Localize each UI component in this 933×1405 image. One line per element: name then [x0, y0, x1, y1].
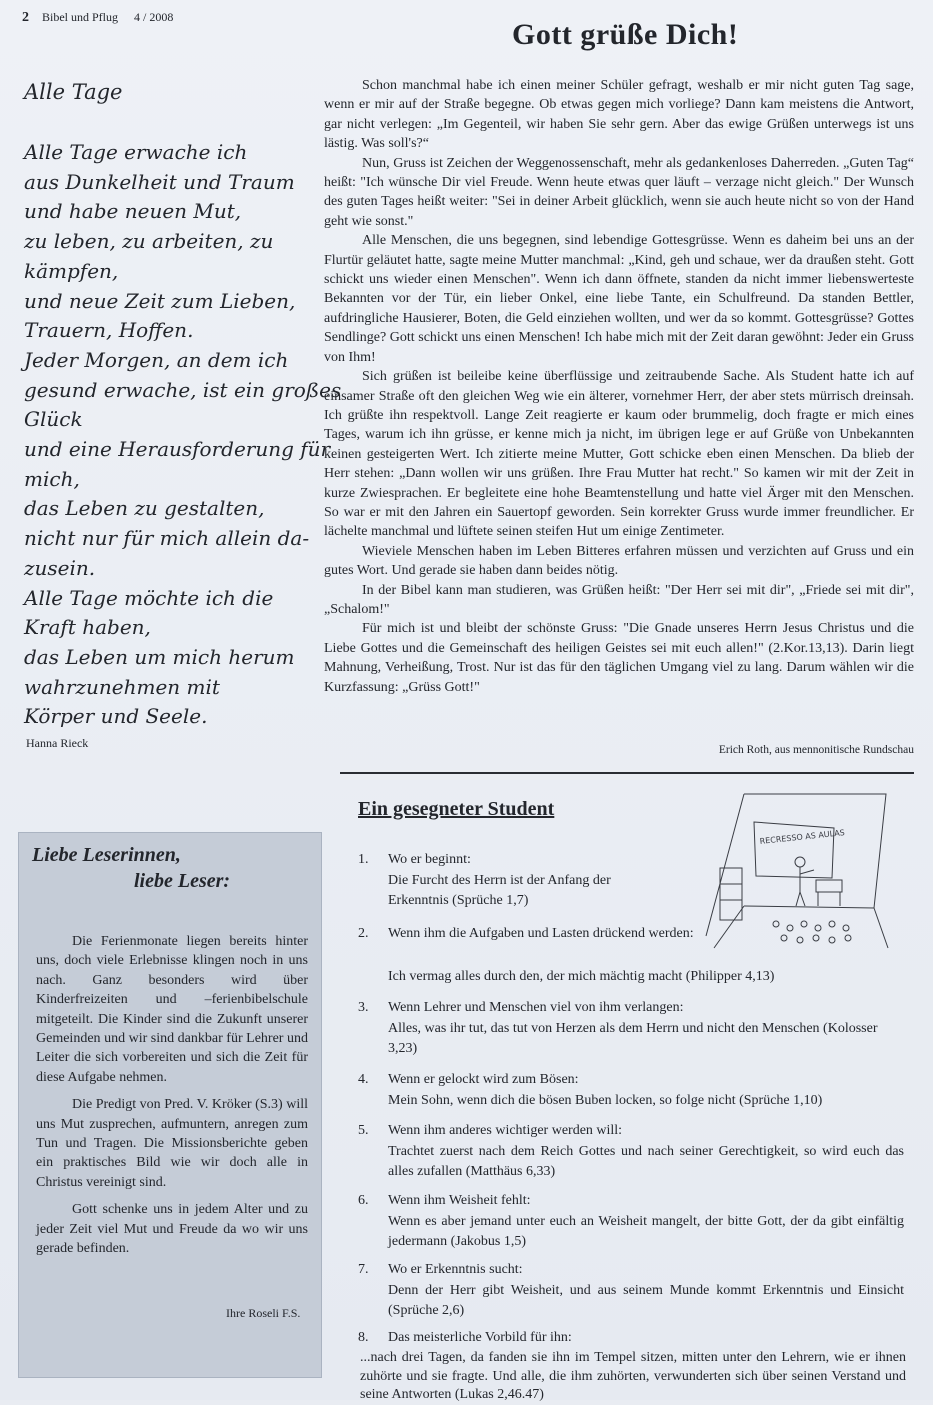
student-section-title: Ein gesegneter Student	[358, 798, 555, 820]
poem-body	[24, 138, 342, 732]
illustration-board-text: RECRESSO AS AULAS	[759, 828, 846, 846]
item-number: 7.	[358, 1262, 369, 1277]
item-answer: Denn der Herr gibt Weisheit, und aus seinem Munde kommt Erkenntnis und Einsicht (Sprüche 2,6)	[388, 1282, 904, 1318]
poem-line: Jeder Morgen, an dem ich	[24, 347, 289, 372]
item-answer: ...nach drei Tagen, da fanden sie ihn im Tempel sitzen, mitten unter den Lehrern, wie er ihnen zuhörte und sie fragte. Und alle, die ihm zuhörten, verwunderten sich über seinen Verstand und seine Antworten (Lukas 2,46.47)	[360, 1350, 906, 1402]
item-question: Das meisterliche Vorbild für ihn:	[388, 1330, 572, 1345]
publication-name: Bibel und Pflug	[42, 10, 119, 24]
item-number: 3.	[358, 1000, 369, 1015]
item-answer: Alles, was ihr tut, das tut von Herzen als dem Herrn und nicht den Menschen (Kolosser 3,23)	[388, 1020, 878, 1056]
letter-signature: Ihre Roseli F.S.	[226, 1306, 301, 1320]
letter-paragraph: Die Predigt von Pred. V. Kröker (S.3) will uns Mut zusprechen, aufmuntern, anregen zum Tun und Tragen. Die Missionsberichte geben ein praktisches Bild wie wir doch alle in Christus vereinigt sind.	[36, 1097, 308, 1190]
letter-body	[36, 932, 308, 1267]
poem-line: und eine Herausforderung für	[24, 437, 331, 462]
item-answer: Mein Sohn, wenn dich die bösen Buben locken, so folge nicht (Sprüche 1,10)	[388, 1092, 823, 1108]
poem-line: Kraft haben,	[24, 615, 151, 640]
article-attribution: Erich Roth, aus mennonitische Rundschau	[718, 744, 914, 756]
poem-line: mich,	[24, 466, 80, 491]
article-paragraph: Alle Menschen, die uns begegnen, sind lebendige Gottesgrüsse. Wenn es daheim bei uns an der Flurtür geläutet hatte, sagte meine Mutter manchmal: „Kind, geh und schaue, wer da draußen steht. Gott schickt uns wieder einen Menschen". Wenn ich dann öffnete, standen da nicht immer liebenswerteste Bekannten vor der Tür, ein lieber Onkel, eine liebe Tante, ein Schulfreund. Da standen Bettler, aufdringliche Hausierer, Boten, die Geld einziehen wollten, und wer da so kommt. Gottesgrüsse? Gottes Sendlinge? Gott schickt uns einen Menschen! Ich habe mich mit der Zeit daran gewöhnt: Jeder ein Gruss von Ihm!	[324, 233, 914, 365]
article-title: Gott grüße Dich!	[512, 18, 739, 51]
article-paragraph: Für mich ist und bleibt der schönste Gruss: "Die Gnade unseres Herrn Jesus Christus und die Liebe Gottes und die Gemeinschaft des heiligen Geistes sei mit euch allen!" (2.Kor.13,13). Darin liegt Mahnung, Verheißung, Trost. Nur ist das für den täglichen Umgang viel zu lang. Darum wählen wir die Kurzfassung: „Grüss Gott!"	[324, 621, 914, 695]
classroom-illustration	[704, 788, 890, 950]
poem-author: Hanna Rieck	[26, 736, 89, 750]
item-number: 6.	[358, 1193, 369, 1208]
article-paragraph: Nun, Gruss ist Zeichen der Weggenossenschaft, mehr als gedankenloses Daherreden. „Guten Tag“ heißt: "Ich wünsche Dir viel Freude. Wenn heute etwas quer läuft – verzage nicht gleich." Der Wunsch des guten Tages heißt weiter: "Sei in deiner Arbeit glücklich, wenn sie auch heute nicht so von der Hand geht wie sonst."	[324, 155, 914, 229]
poem-line: zusein.	[24, 555, 96, 580]
poem-line: Körper und Seele.	[24, 704, 208, 729]
poem-line: und neue Zeit zum Lieben,	[24, 288, 296, 313]
poem-line: das Leben zu gestalten,	[24, 496, 265, 521]
poem-line: Alle Tage möchte ich die	[24, 585, 274, 610]
item-number: 1.	[358, 852, 369, 867]
item-answer: Die Furcht des Herrn ist der Anfang der Erkenntnis (Sprüche 1,7)	[388, 872, 611, 908]
poem-line: das Leben um mich herum	[24, 644, 295, 669]
article-paragraph: In der Bibel kann man studieren, was Grüßen heißt: "Der Herr sei mit dir", „Friede sei mit dir", „Schalom!"	[324, 582, 914, 617]
poem-line: Trauern, Hoffen.	[24, 318, 194, 343]
article-paragraph: Schon manchmal habe ich einen meiner Schüler gefragt, weshalb er mir nicht guten Tag sage, wenn er mir auf der Straße begegne. Ob etwas gegen mich vorliege? Dann kam meistens die Antwort, gar nicht verlegen: „Im Gegenteil, wir haben Sie sehr gern. Aber das ewige Grüßen unterwegs ist uns lästig. Was soll's?“	[324, 78, 914, 152]
poem-line: wahrzunehmen mit	[24, 674, 220, 699]
item-question: Wenn er gelockt wird zum Bösen:	[388, 1072, 579, 1087]
section-divider	[340, 772, 914, 774]
poem-line: kämpfen,	[24, 258, 119, 283]
item-question: Wenn ihm die Aufgaben und Lasten drückend werden:	[388, 926, 694, 941]
item-answer: Wenn es aber jemand unter euch an Weisheit mangelt, der bitte Gott, der da gibt einfältig jedermann (Jakobus 1,5)	[388, 1213, 904, 1249]
letter-greeting: Liebe Leserinnen,	[32, 844, 181, 866]
poem-line: und habe neuen Mut,	[24, 199, 242, 224]
poem-line: Alle Tage erwache ich	[24, 140, 248, 164]
poem-title: Alle Tage	[24, 80, 123, 104]
article-body	[324, 76, 914, 697]
item-answer: Ich vermag alles durch den, der mich mächtig macht (Philipper 4,13)	[388, 969, 775, 984]
item-number: 4.	[358, 1072, 369, 1087]
item-number: 8.	[358, 1330, 369, 1345]
item-question: Wenn Lehrer und Menschen viel von ihm verlangen:	[388, 1000, 684, 1015]
article-paragraph: Sich grüßen ist beileibe keine überflüssige und zeitraubende Sache. Als Student hatte ich auf einsamer Straße oft den gleichen Weg wie ein älterer, vornehmer Herr, der aber stets mürrisch dreinsah. Ich grüßte ihn respektvoll. Lange Zeit reagierte er kaum oder brummelig, doch fragte er mich eines Tages, warum ich ihn grüsse, er kenne mich ja nicht, im übrigen lege er auf Grüße von Unbekannten keinen gesteigerten Wert. Ich zitierte meine Mutter, Gott schicke eben einen Menschen. Da blieb der Herr stehen: „Dann wollen wir uns grüßen. Ihre Frau Mutter hat recht." So kamen wir mit der Zeit in kurze Zwiesprachen. Er begleitete eine hohe Beamtenstellung und hatte viel Ärger mit den Menschen. So war er mit den Jahren ein Sauertopf geworden. Sein korrekter Gruss wurde immer freundlicher. Er lächelte manchmal und lüftete seinen steifen Hut um einige Zentimeter.	[324, 369, 914, 540]
poem-line: nicht nur für mich allein da-	[24, 526, 310, 551]
item-question: Wenn ihm anderes wichtiger werden will:	[388, 1123, 623, 1138]
issue-label: 4 / 2008	[134, 10, 174, 24]
poem-line: Glück	[24, 407, 83, 432]
page-number: 2	[22, 10, 29, 25]
item-number: 2.	[358, 926, 369, 941]
letter-greeting-second-line: liebe Leser:	[134, 870, 231, 892]
poem-line: aus Dunkelheit und Traum	[24, 169, 295, 194]
poem-line: zu leben, zu arbeiten, zu	[24, 229, 274, 254]
item-answer: Trachtet zuerst nach dem Reich Gottes und nach seiner Gerechtigkeit, so wird euch das alles zufallen (Matthäus 6,33)	[388, 1143, 904, 1179]
item-question: Wenn ihm Weisheit fehlt:	[388, 1193, 531, 1208]
item-number: 5.	[358, 1123, 369, 1138]
letter-paragraph: Die Ferienmonate liegen bereits hinter uns, doch viele Erlebnisse klingen noch in uns nach. Ganz besonders wird über Kinderfreizeiten und –ferienbibelschule mitgeteilt. Die Kinder sind die Zukunft unserer Gemeinden und wir sind dankbar für Lehrer und Leiter die sich vorbereiten und sich die Zeit für diese Aufgabe nehmen.	[36, 934, 308, 1085]
item-question: Wo er beginnt:	[388, 852, 471, 867]
item-question: Wo er Erkenntnis sucht:	[388, 1262, 523, 1277]
letter-paragraph: Gott schenke uns in jedem Alter und zu jeder Zeit viel Mut und Freude da wo wir uns gerade befinden.	[36, 1202, 308, 1257]
poem-line: gesund erwache, ist ein großes	[24, 377, 342, 402]
article-paragraph: Wieviele Menschen haben im Leben Bitteres erfahren müssen und verzichten auf Gruss und ein gutes Wort. Und gerade sie haben dann beides nötig.	[324, 543, 914, 579]
